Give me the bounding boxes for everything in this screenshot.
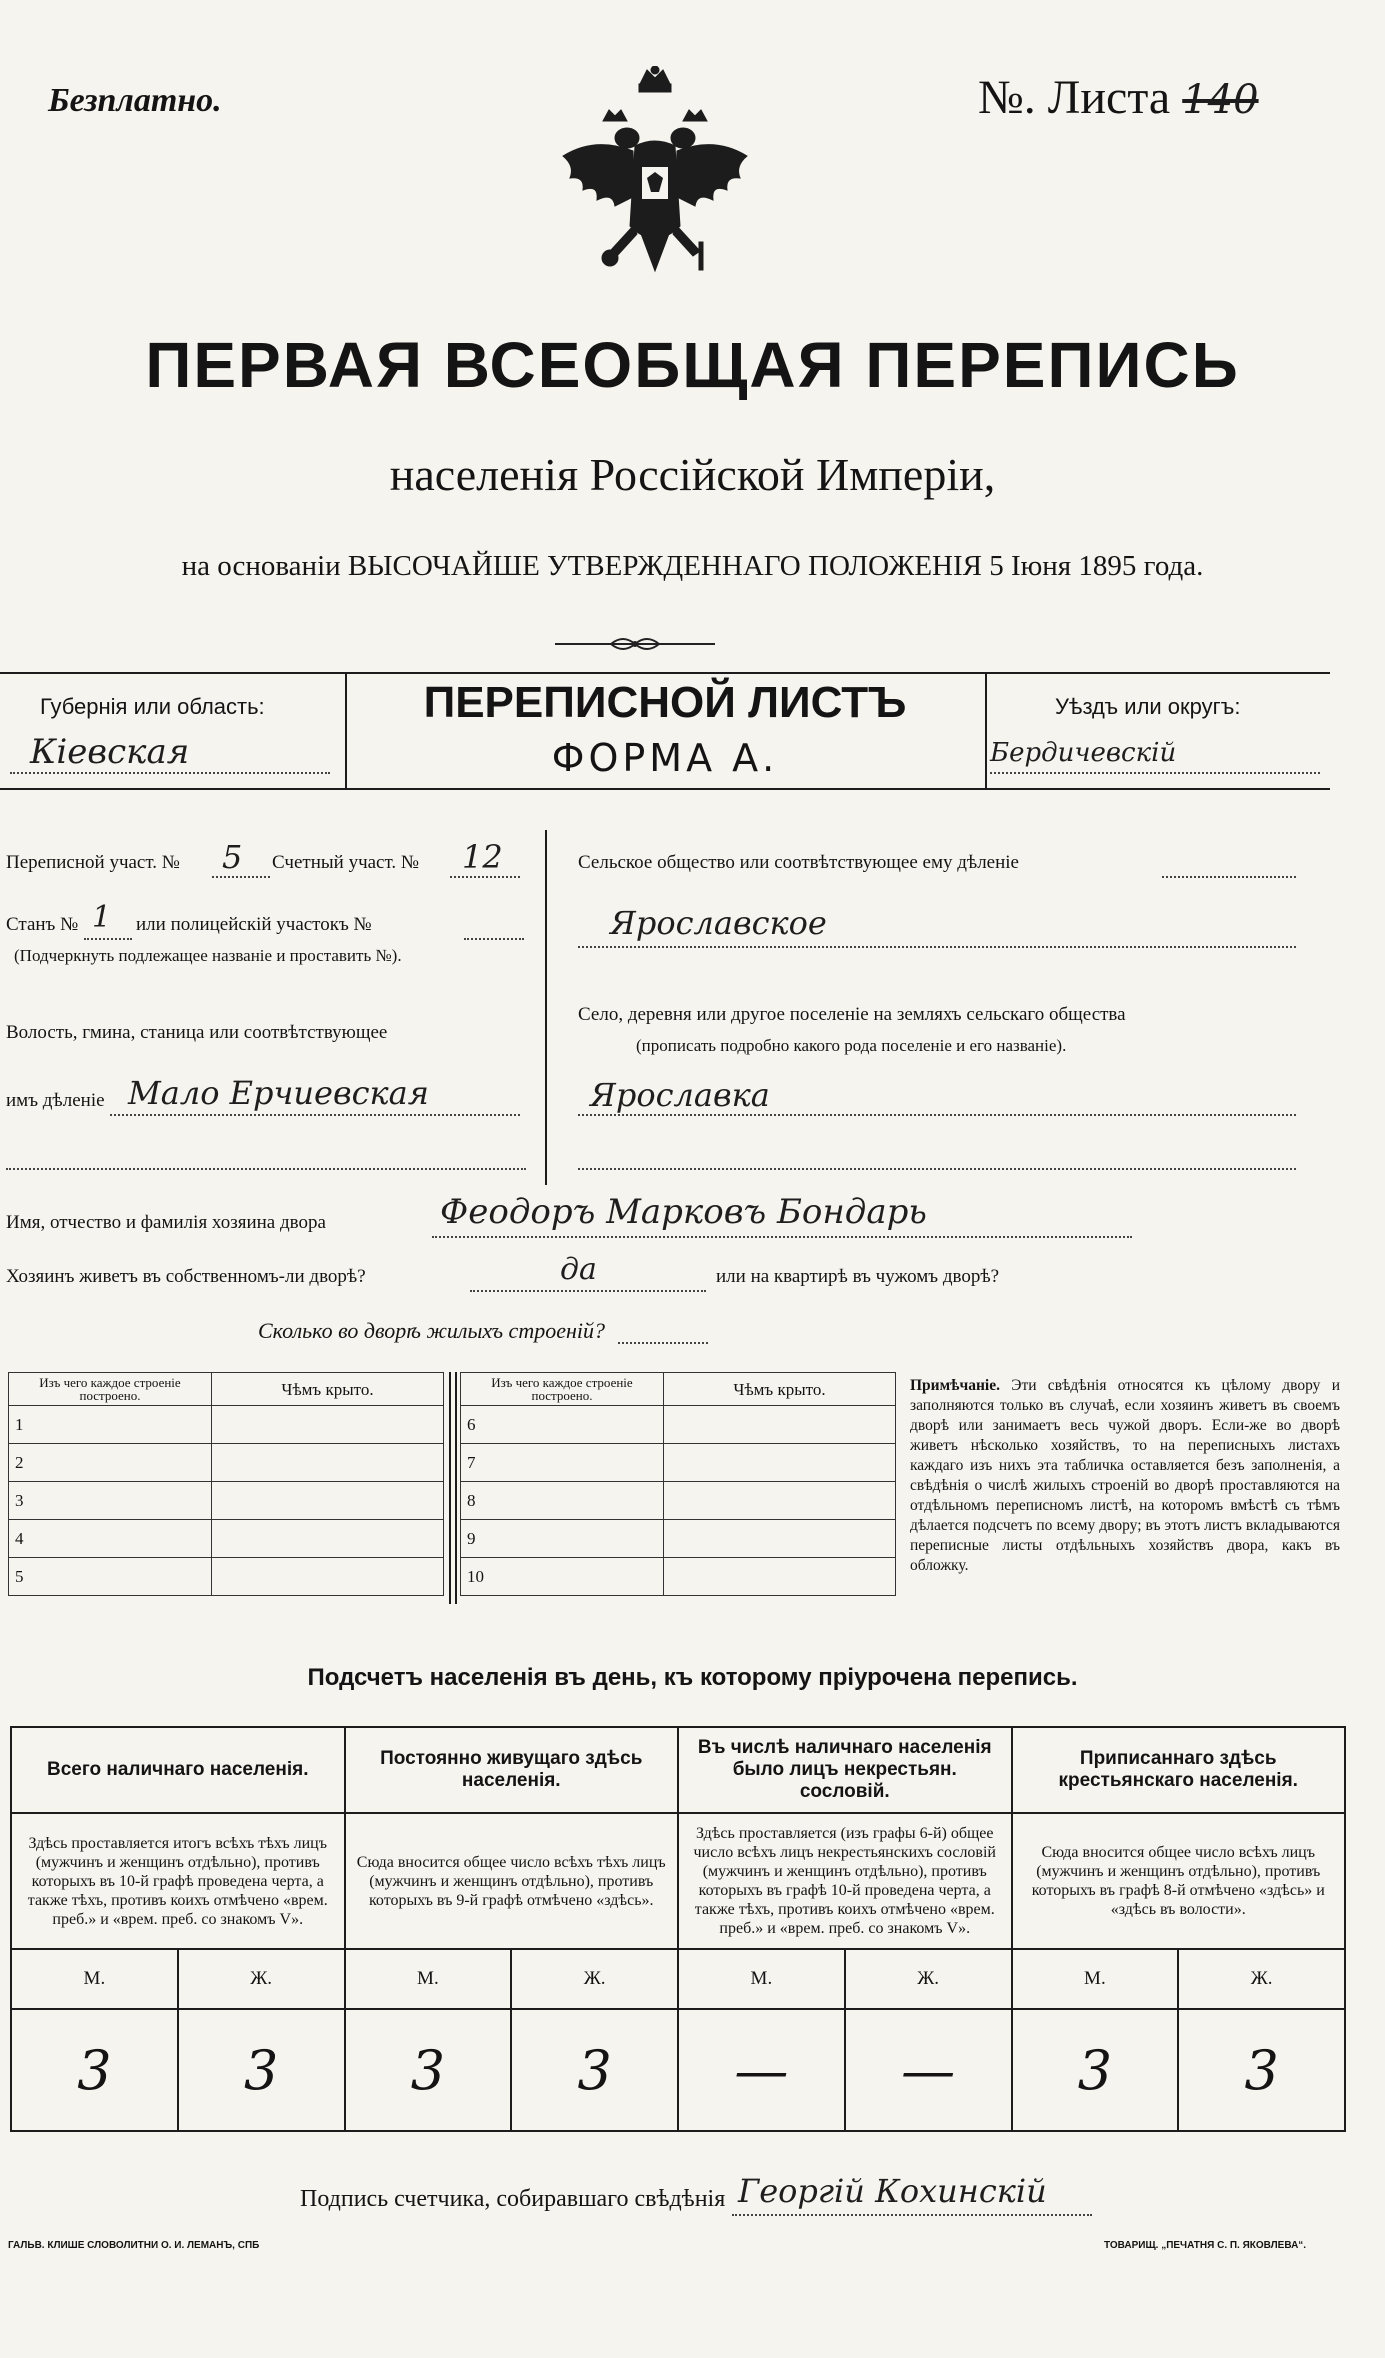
male-label: М. xyxy=(1012,1949,1179,2009)
ornament-divider xyxy=(555,632,715,656)
col-title: Постоянно живущаго здѣсь населенія. xyxy=(345,1727,679,1813)
row-number: 7 xyxy=(461,1444,664,1482)
own-yard-value: да xyxy=(560,1252,597,1287)
male-label: М. xyxy=(11,1949,178,2009)
sheet-number-value: 140 xyxy=(1182,77,1259,123)
free-label: Безплатно. xyxy=(48,82,222,119)
note-text: Эти свѣдѣнія относятся къ цѣлому двору и заполняются только въ случаѣ, если хозяинъ живетъ въ своемъ дворѣ или занимаетъ весь чужой дворъ. Если-же во дворѣ живетъ нѣсколько хозяйствъ, то на переписныхъ листахъ каждаго изъ нихъ эта табличка оставляется безъ заполненія, а свѣдѣнія о числѣ жилыхъ строеній во дворѣ проставляются на отдѣльномъ переписномъ листѣ, на которомъ вмѣстѣ съ тѣмъ дѣлается подсчетъ по всему двору; въ этотъ листъ вкладываются переписные листы отдѣльныхъ хозяйствъ двора, какъ въ обложку. xyxy=(910,1377,1341,1574)
col-desc: Сюда вносится общее число всѣхъ лицъ (мужчинъ и женщинъ отдѣльно), противъ которыхъ въ графѣ 8-й отмѣчено «здѣсь» и «здѣсь въ волости». xyxy=(1012,1813,1346,1949)
police-label: или полицейскій участокъ № xyxy=(136,914,372,935)
row-number: 3 xyxy=(9,1482,212,1520)
rent-label: или на квартирѣ въ чужомъ дворѣ? xyxy=(716,1266,1000,1287)
uezd-value: Бердичевскій xyxy=(990,738,1177,768)
own-yard-label: Хозяинъ живетъ въ собственномъ-ли дворѣ? xyxy=(6,1266,366,1287)
owner-value: Феодоръ Марковъ Бондарь xyxy=(440,1192,927,1232)
sheet-number xyxy=(978,70,1259,125)
row-number: 2 xyxy=(9,1444,212,1482)
table-row xyxy=(9,1520,444,1558)
society-label: Сельское общество или соотвѣтствующее ему дѣленіе xyxy=(578,852,1019,873)
gubernia-label: Губернія или область: xyxy=(40,694,265,719)
female-label: Ж. xyxy=(1178,1949,1345,2009)
table-row xyxy=(9,1558,444,1596)
row-number: 10 xyxy=(461,1558,664,1596)
buildings-label: Сколько во дворѣ жилыхъ строеній? xyxy=(258,1318,605,1343)
table-row xyxy=(461,1520,896,1558)
col-desc: Сюда вносится общее число всѣхъ тѣхъ лицъ (мужчинъ и женщинъ отдѣльно), противъ которыхъ въ 9-й графѣ отмѣчено «здѣсь». xyxy=(345,1813,679,1949)
male-label: М. xyxy=(678,1949,845,2009)
right-imprint: ТОВАРИЩ. „ПЕЧАТНЯ С. П. ЯКОВЛЕВА“. xyxy=(1104,2240,1307,2251)
table-row xyxy=(9,1482,444,1520)
female-label: Ж. xyxy=(845,1949,1012,2009)
col-title: Всего наличнаго населенія. xyxy=(11,1727,345,1813)
uchastok-label: Переписной участ. № xyxy=(6,852,180,873)
table-row xyxy=(461,1406,896,1444)
stan-label: Станъ № xyxy=(6,914,79,935)
row-number: 5 xyxy=(9,1558,212,1596)
form-name: ПЕРЕПИСНОЙ ЛИСТЪ xyxy=(423,678,907,727)
female-count: 3 xyxy=(511,2009,678,2131)
uchastok-value: 5 xyxy=(222,838,243,876)
female-label: Ж. xyxy=(511,1949,678,2009)
table-row xyxy=(9,1444,444,1482)
village-label: Село, деревня или другое поселеніе на земляхъ сельскаго общества xyxy=(578,1004,1126,1025)
note-block xyxy=(910,1376,1340,1576)
village-value: Ярославка xyxy=(590,1076,770,1114)
form-type: ФОРМА А. xyxy=(551,736,779,780)
col-built: Изъ чего каждое строеніе построено. xyxy=(461,1373,664,1406)
stan-note: (Подчеркнуть подлежащее названіе и проставить №). xyxy=(14,946,402,965)
sheet-number-label: №. Листа xyxy=(978,71,1171,124)
table-row xyxy=(461,1444,896,1482)
col-roof: Чѣмъ крыто. xyxy=(664,1373,896,1406)
table-row xyxy=(461,1482,896,1520)
village-note: (прописать подробно какого рода поселеніе и его названіе). xyxy=(636,1036,1067,1055)
col-title: Приписаннаго здѣсь крестьянскаго населенія. xyxy=(1012,1727,1346,1813)
schetny-value: 12 xyxy=(462,838,503,876)
male-count: 3 xyxy=(1012,2009,1179,2131)
note-title: Примѣчаніе. xyxy=(910,1377,1000,1394)
female-label: Ж. xyxy=(178,1949,345,2009)
owner-label: Имя, отчество и фамилія хозяина двора xyxy=(6,1212,326,1233)
male-label: М. xyxy=(345,1949,512,2009)
main-title: ПЕРВАЯ ВСЕОБЩАЯ ПЕРЕПИСЬ xyxy=(145,329,1240,401)
row-number: 8 xyxy=(461,1482,664,1520)
subtitle: населенія Россійской Имперіи, xyxy=(389,449,996,500)
buildings-table-right xyxy=(460,1372,896,1596)
volost-value: Мало Ерчиевская xyxy=(128,1074,429,1112)
col-desc: Здѣсь проставляется итогъ всѣхъ тѣхъ лицъ (мужчинъ и женщинъ отдѣльно), противъ которыхъ въ 10-й графѣ проведена черта, а также тѣхъ, противъ коихъ отмѣчено «врем. преб.» и «врем. преб. со знакомъ V». xyxy=(11,1813,345,1949)
schetny-label: Счетный участ. № xyxy=(272,852,419,873)
female-count: 3 xyxy=(1178,2009,1345,2131)
signature-label: Подпись счетчика, собиравшаго свѣдѣнія xyxy=(300,2186,726,2212)
col-title: Въ числѣ наличнаго населенія было лицъ некрестьян. сословій. xyxy=(678,1727,1012,1813)
col-desc: Здѣсь проставляется (изъ графы 6-й) общее число всѣхъ лицъ некрестьянскихъ сословій (мужчинъ и женщинъ отдѣльно), противъ которыхъ въ графѣ 10-й проведена черта, а также тѣхъ, противъ коихъ отмѣчено «врем. преб.» и «врем. преб. со знакомъ V». xyxy=(678,1813,1012,1949)
row-number: 1 xyxy=(9,1406,212,1444)
female-count: 3 xyxy=(178,2009,345,2131)
male-count: 3 xyxy=(345,2009,512,2131)
population-heading: Подсчетъ населенія въ день, къ которому пріурочена перепись. xyxy=(307,1664,1078,1691)
row-number: 9 xyxy=(461,1520,664,1558)
society-value: Ярославское xyxy=(610,904,827,942)
signature-value: Георгій Кохинскій xyxy=(738,2172,1047,2210)
imperial-eagle-emblem xyxy=(555,66,755,296)
stan-value: 1 xyxy=(92,900,112,935)
uezd-label: Уѣздъ или округъ: xyxy=(1055,694,1241,719)
gubernia-value: Кіевская xyxy=(30,732,190,772)
female-count: — xyxy=(845,2009,1012,2131)
row-number: 4 xyxy=(9,1520,212,1558)
population-table xyxy=(10,1726,1346,2132)
buildings-table-left xyxy=(8,1372,444,1596)
left-imprint: ГАЛЬВ. КЛИШЕ СЛОВОЛИТНИ О. И. ЛЕМАНЪ, СПБ xyxy=(8,2240,260,2251)
male-count: 3 xyxy=(11,2009,178,2131)
col-built: Изъ чего каждое строеніе построено. xyxy=(9,1373,212,1406)
table-row xyxy=(9,1406,444,1444)
male-count: — xyxy=(678,2009,845,2131)
table-row xyxy=(461,1558,896,1596)
volost-label-1: Волость, гмина, станица или соотвѣтствующее xyxy=(6,1022,388,1043)
legal-basis: на основаніи ВЫСОЧАЙШЕ УТВЕРЖДЕННАГО ПОЛОЖЕНІЯ 5 Іюня 1895 года. xyxy=(181,550,1204,582)
row-number: 6 xyxy=(461,1406,664,1444)
volost-label-2: имъ дѣленіе xyxy=(6,1090,105,1111)
col-roof: Чѣмъ крыто. xyxy=(212,1373,444,1406)
